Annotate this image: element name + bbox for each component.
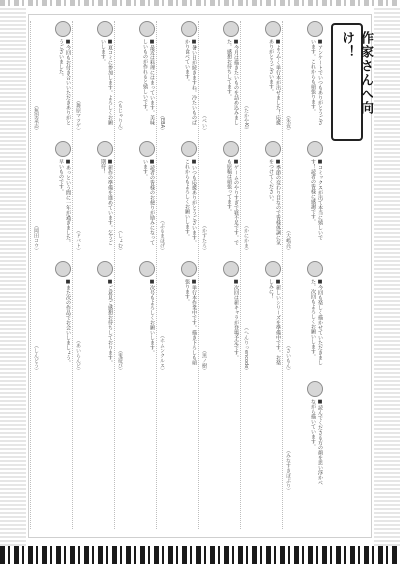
author-avatar — [97, 141, 113, 157]
author-message-text: ■ゲームのやりすぎで寝不足です。でも原稿は頑張ってます。 — [226, 159, 239, 245]
author-signature: （さいもん） — [285, 343, 291, 373]
author-avatar — [265, 21, 281, 37]
author-message-text: ■今回も楽しく描かせていただきました。次回もよろしくお願いします。 — [310, 279, 323, 365]
author-avatar — [181, 141, 197, 157]
message-column — [240, 21, 283, 529]
author-avatar — [97, 261, 113, 277]
author-message — [199, 141, 239, 255]
right-margin-texture — [374, 6, 400, 546]
author-avatar — [181, 261, 197, 277]
left-margin-texture — [0, 6, 26, 546]
author-message — [241, 261, 281, 375]
author-message — [73, 261, 113, 375]
author-signature: （ホムンクルス） — [159, 333, 165, 373]
author-message — [199, 21, 239, 135]
author-message-text: ■新作の準備を進めています。乞うご期待！ — [100, 159, 113, 245]
author-avatar — [97, 21, 113, 37]
author-signature: （鬼遊び） — [117, 348, 123, 373]
author-message-text: ■読者の皆様のお便りが励みになっています。 — [142, 159, 155, 245]
author-avatar — [181, 21, 197, 37]
author-signature: （ドバト） — [75, 228, 81, 253]
author-signature: （みなすきぽぷり） — [285, 448, 291, 493]
author-avatar — [307, 141, 323, 157]
author-message — [115, 21, 155, 135]
author-signature: （ぶるまほげ） — [159, 218, 165, 253]
author-signature: （ぺい） — [201, 113, 207, 133]
author-message-text: ■今月は描きたいものを詰め込みました。感想お待ちしてます。 — [226, 39, 239, 125]
author-avatar — [265, 141, 281, 157]
author-avatar — [307, 21, 323, 37]
author-avatar — [223, 21, 239, 37]
author-message — [157, 21, 197, 135]
author-avatar — [139, 21, 155, 37]
author-message-text: ■次号もよろしくお願いします。 — [149, 279, 155, 355]
author-message — [157, 261, 197, 375]
author-signature: （朱夜） — [285, 113, 291, 133]
author-message — [31, 21, 71, 135]
author-signature: （無望菜志） — [33, 103, 39, 133]
author-message — [157, 141, 197, 255]
author-message — [283, 141, 323, 255]
author-message-text: ■最近は料理にはまっています。美味しいものが作れると嬉しいです。 — [142, 39, 155, 125]
author-avatar — [307, 381, 323, 397]
message-column — [114, 21, 157, 529]
message-column — [156, 21, 199, 529]
author-message-text: ■夏コミに参加します。よろしくお願いします。 — [100, 39, 113, 125]
author-signature: （もじゃりん） — [117, 98, 123, 133]
author-signature: （舞原マツゲ） — [75, 98, 81, 133]
author-avatar — [307, 261, 323, 277]
author-message — [115, 141, 155, 255]
author-message-text: ■暑い日が続きますね。冷たいものばかり食べています。 — [184, 39, 197, 125]
author-avatar — [55, 21, 71, 37]
author-avatar — [139, 261, 155, 277]
message-panel — [28, 14, 372, 538]
author-message-text: ■新しいシリーズを準備中です。お楽しみに！ — [268, 279, 281, 365]
author-message-text: ■単行本作業中です。描き下ろしも頑張ります。 — [184, 279, 197, 365]
author-message-text: ■また次の作品でお会いしましょう。 — [65, 279, 71, 365]
author-avatar — [55, 141, 71, 157]
author-message — [283, 261, 323, 375]
section-title-box — [331, 23, 373, 141]
author-signature: （岡田コウ） — [33, 223, 39, 253]
author-message — [241, 21, 281, 135]
author-avatar — [223, 141, 239, 157]
author-message — [283, 21, 323, 135]
author-signature: （かにかま） — [243, 223, 249, 253]
message-column — [72, 21, 115, 529]
author-signature: （たかやKi） — [243, 103, 249, 133]
author-message — [199, 261, 239, 375]
author-signature: （へんりっencode） — [243, 324, 249, 373]
author-signature: （しょむ） — [117, 228, 123, 253]
author-signature: （しんどう） — [33, 343, 39, 373]
author-signature: （EBA） — [159, 112, 165, 133]
message-columns — [35, 21, 325, 529]
author-message — [31, 141, 71, 255]
author-avatar — [265, 261, 281, 277]
author-avatar — [139, 141, 155, 157]
author-message — [73, 141, 113, 255]
message-column — [198, 21, 241, 529]
author-message-text: ■次回は新キャラが登場予定です。 — [233, 279, 239, 360]
author-message-text: ■季節の変わり目なので皆様体調に気をつけてください。 — [268, 159, 281, 245]
message-column — [30, 21, 73, 529]
author-message-text: ■あっという間に一年が過ぎました。早いものです。 — [58, 159, 71, 245]
author-signature: （大嶋亮） — [285, 228, 291, 253]
author-avatar — [223, 261, 239, 277]
author-message-text: ■アンケートでいつもありがとうございます。これからも頑張ります。 — [310, 39, 323, 125]
author-message — [31, 261, 71, 375]
top-border-pattern — [0, 0, 400, 6]
bottom-border-pattern — [0, 546, 400, 564]
message-column — [282, 21, 325, 529]
author-signature: （黒ノ樹） — [201, 348, 207, 373]
author-signature: （かずたろ） — [201, 223, 207, 253]
author-signature: （あいらんど） — [75, 338, 81, 373]
author-message — [241, 141, 281, 255]
author-message-text: ■コミックスが出て本当に嬉しいです！読者の皆様に感謝です。 — [310, 159, 323, 240]
author-message-text: ■いつも応援ありがとうございます。これからもよろしくお願いします。 — [184, 159, 197, 245]
author-avatar — [55, 261, 71, 277]
author-message — [73, 21, 113, 135]
author-message-text: ■ご意見ご感想お待ちしております。 — [107, 279, 113, 365]
author-message-text: ■今回もお付き合いいただきありがとうございました。 — [58, 39, 71, 125]
author-message-text: ■読んでくださる方の顔を思い浮かべながら描いています。 — [310, 399, 323, 485]
section-title: 作家さんへ向け！ — [339, 31, 373, 115]
author-message — [115, 261, 155, 375]
author-message — [283, 381, 323, 495]
author-message-text: ■ようやく単行本が出せました！応援ありがとうございます。 — [268, 39, 281, 125]
